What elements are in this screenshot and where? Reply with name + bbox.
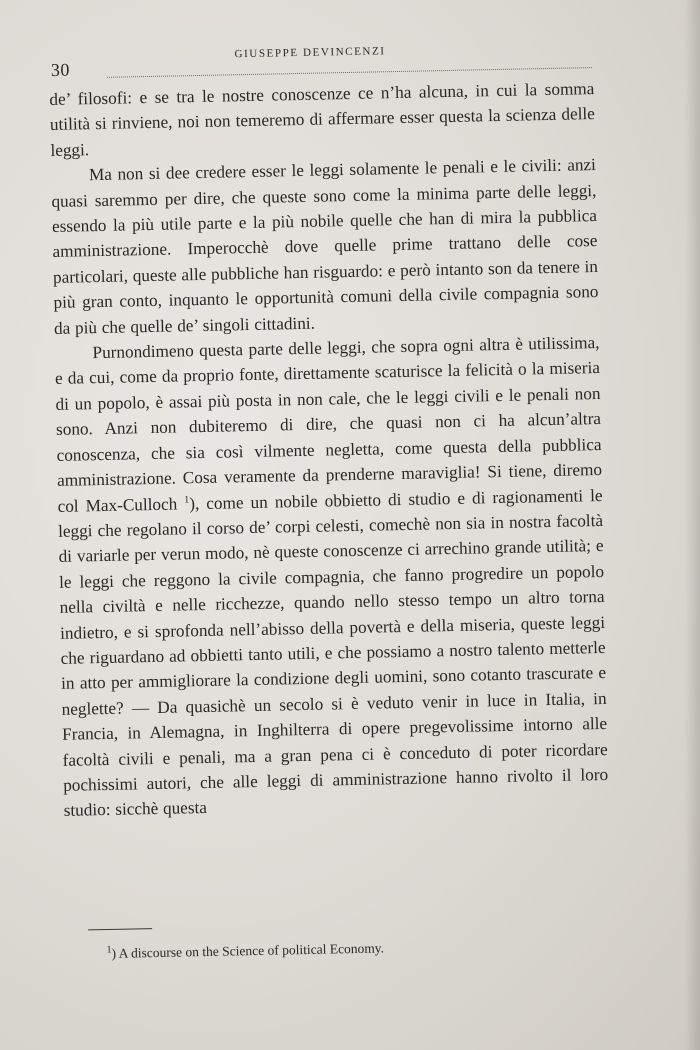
- body-text: [49, 76, 609, 824]
- paragraph: de’ filosofi: e se tra le nostre conoscenze ce n’ha alcuna, in cui la somma utilità si rinviene, noi non temeremo di affermare esser questa la scienza delle leggi.: [49, 79, 596, 160]
- book-page: [48, 17, 636, 1018]
- page-number: 30: [50, 59, 71, 80]
- footnote: [106, 935, 606, 963]
- paragraph-text: Purnondimeno questa parte delle leggi, che sopra ogni altra è utilissima, e da cui, come da proprio fonte, direttamente scaturisce la felicità o la miseria di un popolo, è assai più posta in non cale, che le leggi civili e le penali non sono. Anzi non dubiteremo di dire, che quasi non ci ha alcun’altra conoscenza, che sia così vilmente negletta, come questa della pubblica amministrazione. Cosa veramente da prenderne maraviglia! Si tiene, diremo col Max-Culloch: [54, 333, 603, 516]
- paragraph: Ma non si dee credere esser le leggi solamente le penali e le civili: anzi quasi saremmo per dire, che queste sono come la minima parte delle leggi, essendo la più utile parte e la più nobile quelle che han di mira la pubblica amministrazione. Imperocchè dove quelle prime trattano delle cose particolari, queste alle pubbliche han risguardo: e però intanto son da tenere in più gran conto, inquanto le opportunità comuni della civile compagnia sono da più che quelle de’ singoli cittadini.: [51, 155, 599, 338]
- footnote-reference: 1: [184, 494, 190, 506]
- header-rule: [107, 67, 592, 78]
- running-head: GIUSEPPE DEVINCENZI: [234, 45, 386, 61]
- paragraph: [54, 330, 609, 824]
- footnote-marker-close: ): [111, 945, 117, 961]
- footnote-text: A discourse on the Science of political Economy.: [115, 940, 385, 961]
- paragraph-text: ), come un nobile obbietto di studio e di ragionamenti le leggi che regolano il corso de’ corpi celesti, comechè non sia in nostra facoltà di variarle per verun modo, nè queste conoscenze ci arrechino grande utilità; e le leggi che reggono la civile compagnia, che fanno progredire un popolo nella civiltà e nelle ricchezze, quando nello stesso tempo un altro torna indietro, e si sprofonda nell’abisso della povertà e della miseria, queste leggi che riguardano ad obbietti tanto utili, e che possiamo a nostro talento metterle in atto per ammigliorare la condizione degli uomini, sono cotanto trascurate e neglette? — Da quasichè un secolo si è veduto venir in luce in Italia, in Francia, in Alemagna, in Inghilterra di opere pregevolissime intorno alle facoltà civili e penali, ma a gran pena ci è conceduto di poter ricordare pochissimi autori, che alle leggi di amministrazione hanno rivolto il loro studio: sicchè questa: [57, 485, 609, 821]
- footnote-marker: 1: [106, 944, 112, 956]
- footnote-rule: [88, 928, 152, 930]
- page-edge-shadow: [684, 0, 700, 1050]
